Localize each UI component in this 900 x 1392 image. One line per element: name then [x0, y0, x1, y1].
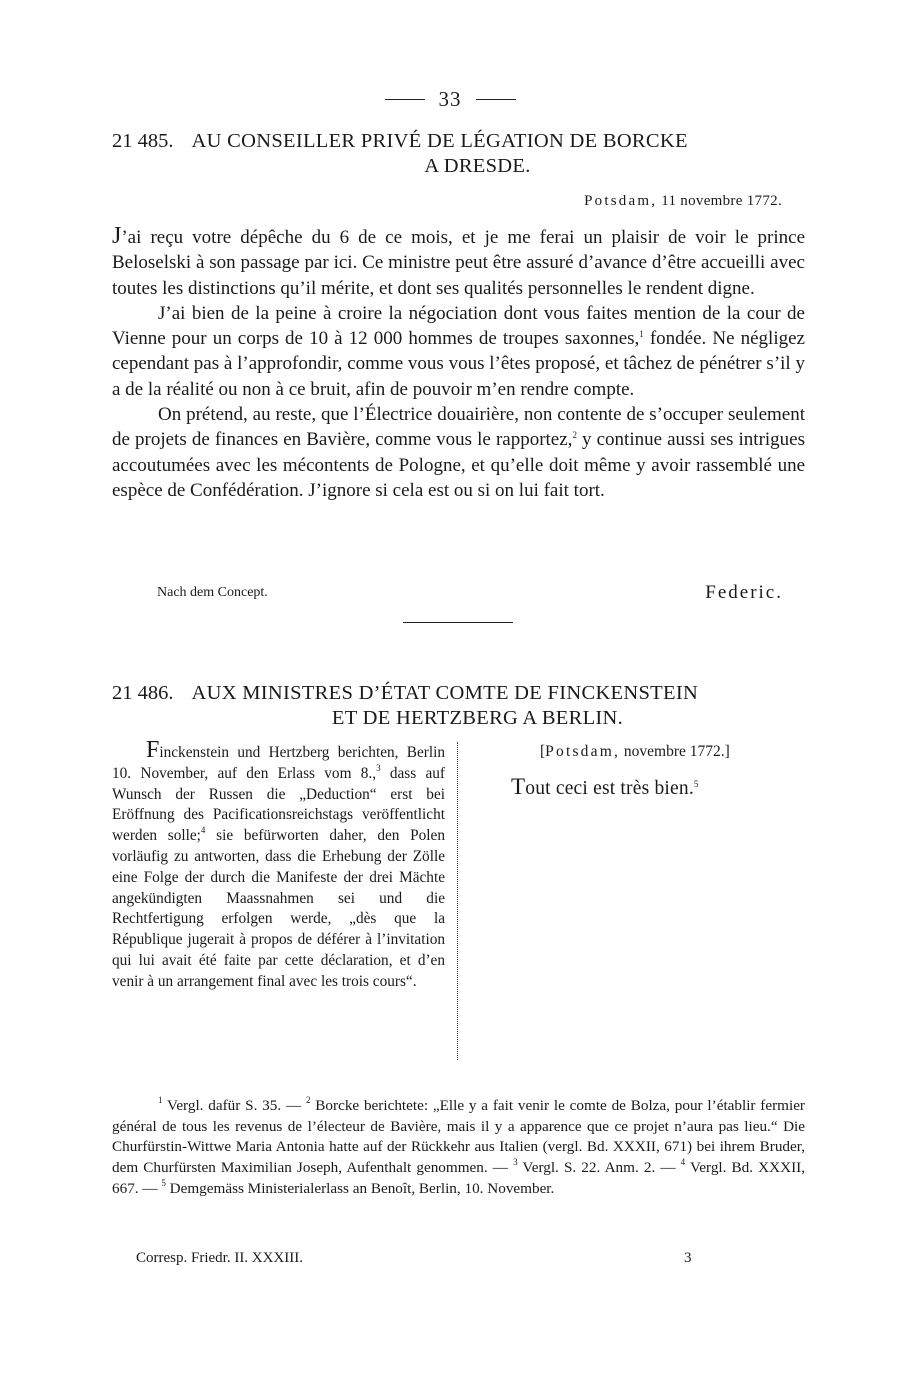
- letter-body: [112, 224, 805, 503]
- report-summary: Finckenstein und Hertzberg berichten, Berlin 10. November, auf den Erlass vom 8.,$^3$ dass auf Wunsch der Russen die „Deduction“ erst bei Eröffnung des Pacificationsreichstags veröffentlicht werden solle;$^4$ sie befürworten daher, den Polen vorläufig zu antworten, dass die Erhebung der Zölle eine Folge der durch die Manifeste der drei Mächte angekündigten Maassnahmen sei und die Rechtfertigung erfolgen werde, „dès que la République jugerait à propos de déférer à l’invitation qui lui avait été faite par cette déclaration, et d’en venir à un arrangement final avec les trois cours“.: [112, 737, 445, 990]
- column-divider: [457, 742, 458, 1060]
- footnote-marker: 5: [161, 1177, 166, 1188]
- footnote-ref: 2: [572, 430, 577, 441]
- king-answer: Tout ceci est très bien.$^5$: [511, 774, 699, 799]
- signature: Federic.: [705, 582, 783, 603]
- entry-title-line2: ET DE HERTZBERG A BERLIN.: [331, 707, 624, 729]
- entry-title-line2: A DRESDE.: [424, 155, 531, 177]
- footnote-ref: 5: [693, 779, 699, 789]
- date-place: Potsdam,: [545, 743, 621, 760]
- paragraph-2: J’ai bien de la peine à croire la négociation dont vous faites mention de la cour de Vienne pour un corps de 10 à 12 000 hommes de troupes saxonnes,$^1$ fondée. Ne négligez cependant pas à l’approfondir, comme vous vous l’êtes proposé, et tâchez de pénétrer s’il y a de la réalité ou non à ce bruit, afin de pouvoir m’en rendre compte.: [112, 302, 805, 400]
- page-number: 33: [438, 86, 462, 111]
- entry-heading-21485: [112, 129, 807, 179]
- footer-signature-mark: Corresp. Friedr. II. XXXIII.: [136, 1250, 304, 1266]
- initial-letter: J: [112, 223, 122, 249]
- footnote-ref: 3: [376, 762, 381, 773]
- footnote-marker: 2: [305, 1095, 311, 1105]
- footnote-marker: 3: [513, 1157, 518, 1168]
- entry-heading-21486: [112, 681, 807, 731]
- initial-letter: T: [511, 774, 526, 799]
- entry-title-line1: AU CONSEILLER PRIVÉ DE LÉGATION DE BORCKE: [191, 130, 688, 152]
- date-text: 11 novembre 1772.: [661, 193, 782, 209]
- section-divider: [403, 622, 513, 623]
- date-place: Potsdam,: [584, 193, 658, 209]
- source-note: Nach dem Concept.: [157, 585, 268, 600]
- footnote-marker: 1: [158, 1095, 163, 1105]
- footnote-marker: 4: [680, 1157, 686, 1168]
- entry-number: 21 486.: [112, 682, 174, 704]
- header-dash-left: [385, 99, 425, 100]
- footer-sheet-number: 3: [684, 1250, 692, 1266]
- footnote-ref: 4: [200, 825, 206, 836]
- paragraph-1: J’ai reçu votre dépêche du 6 de ce mois, et je me ferai un plaisir de voir le prince Beloselski à son passage par ici. Ce ministre peut être assuré d’avance d’être accueilli avec toutes les distinctions qu’il mérite, et dont ses qualités personnelles le rendent digne.: [112, 223, 805, 299]
- header-dash-right: [476, 99, 516, 100]
- footnote-ref: 1: [639, 329, 644, 340]
- answer-dateline: [Potsdam, novembre 1772.]: [540, 743, 730, 760]
- paragraph-3: On prétend, au reste, que l’Électrice douairière, non contente de s’occuper seulement de projets de finances en Bavière, comme vous le rapportez,$^2$ y continue aussi ses intrigues accoutumées avec les mécontents de Pologne, et qu’elle doit même y avoir rassemblé une espèce de Confédération. J’ignore si cela est ou si on lui fait tort.: [112, 404, 806, 501]
- entry-title-line1: AUX MINISTRES D’ÉTAT COMTE DE FINCKENSTEIN: [191, 682, 699, 704]
- dateline: [584, 193, 782, 210]
- page-header: [0, 86, 900, 112]
- initial-letter: F: [146, 737, 160, 763]
- footnotes: $^1$ Vergl. dafür S. 35. — $^2$ Borcke berichtete: „Elle y a fait venir le comte de Bolza, pour l’établir fermier général de tous les revenus de l’électeur de Bavière, mais il y a apparence que ce projet n’aura pas lieu.“ Die Churfürstin-Wittwe Maria Antonia hatte auf der Rückkehr aus Italien (vergl. Bd. XXXII, 671) bei ihrem Bruder, dem Churfürsten Maximilian Joseph, Aufenthalt genommen. — $^3$ Vergl. S. 22. Anm. 2. — $^4$ Vergl. Bd. XXXII, 667. — $^5$ Demgemäss Ministerialerlass an Benoît, Berlin, 10. November.: [112, 1095, 805, 1197]
- date-text: novembre 1772.]: [620, 743, 730, 760]
- entry-number: 21 485.: [112, 130, 174, 152]
